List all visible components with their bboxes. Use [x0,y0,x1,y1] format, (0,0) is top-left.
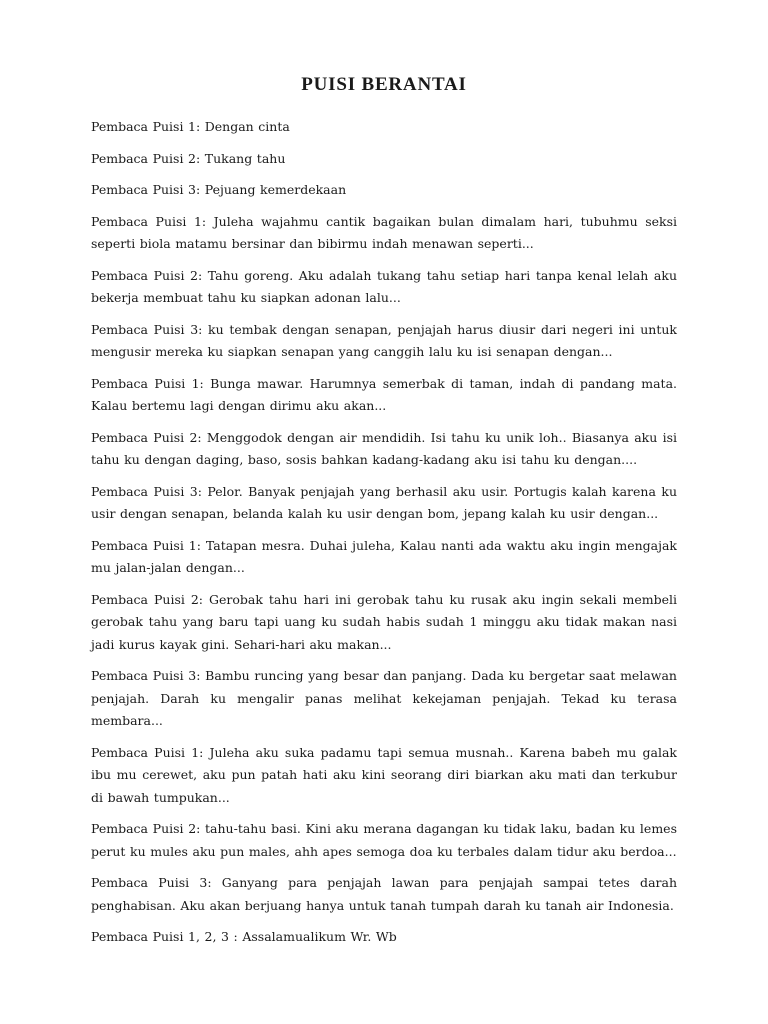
poem-line: Pembaca Puisi 2: Gerobak tahu hari ini gerobak tahu ku rusak aku ingin sekali membeli gerobak tahu yang baru tapi uang ku sudah habis sudah 1 minggu aku tidak makan nasi jadi kurus kayak gini. Sehari-hari aku makan... [91,591,677,652]
poem-line: Pembaca Puisi 1: Tatapan mesra. Duhai juleha, Kalau nanti ada waktu aku ingin mengajak mu jalan-jalan dengan... [91,537,677,575]
poem-line: Pembaca Puisi 1: Bunga mawar. Harumnya semerbak di taman, indah di pandang mata. Kalau bertemu lagi dengan dirimu aku akan... [91,375,677,413]
poem-line: Pembaca Puisi 2: Tahu goreng. Aku adalah tukang tahu setiap hari tanpa kenal lelah aku bekerja membuat tahu ku siapkan adonan lalu... [91,267,677,305]
poem-line: Pembaca Puisi 1: Dengan cinta [91,119,290,134]
poem-body [91,116,677,949]
poem-line: Pembaca Puisi 2: tahu-tahu basi. Kini aku merana dagangan ku tidak laku, badan ku lemes perut ku mules aku pun males, ahh apes semoga doa ku terbales dalam tidur aku berdoa... [91,821,677,859]
poem-line: Pembaca Puisi 3: Bambu runcing yang besar dan panjang. Dada ku bergetar saat melawan penjajah. Darah ku mengalir panas melihat kekejaman penjajah. Tekad ku terasa membara... [91,668,677,728]
poem-line: Pembaca Puisi 1, 2, 3 : Assalamualikum Wr. Wb [91,929,397,944]
poem-line: Pembaca Puisi 3: Pelor. Banyak penjajah yang berhasil aku usir. Portugis kalah karena ku usir dengan senapan, belanda kalah ku usir dengan bom, jepang kalah ku usir dengan... [91,483,677,521]
poem-line: Pembaca Puisi 3: Ganyang para penjajah lawan para penjajah sampai tetes darah penghabisan. Aku akan berjuang hanya untuk tanah tumpah darah ku tanah air Indonesia. [91,875,677,913]
poem-line: Pembaca Puisi 3: Pejuang kemerdekaan [91,182,347,197]
poem-line: Pembaca Puisi 2: Menggodok dengan air mendidih. Isi tahu ku unik loh.. Biasanya aku isi tahu ku dengan daging, baso, sosis bahkan kadang-kadang aku isi tahu ku dengan.... [91,429,677,467]
poem-line: Pembaca Puisi 2: Tukang tahu [91,150,286,166]
poem-line: Pembaca Puisi 1: Juleha wajahmu cantik bagaikan bulan dimalam hari, tubuhmu seksi seperti biola matamu bersinar dan bibirmu indah menawan seperti... [91,213,677,251]
poem-line: Pembaca Puisi 1: Juleha aku suka padamu tapi semua musnah.. Karena babeh mu galak ibu mu cerewet, aku pun patah hati aku kini seorang diri biarkan aku mati dan terkubur di bawah tumpukan... [91,744,677,805]
poem-line: Pembaca Puisi 3: ku tembak dengan senapan, penjajah harus diusir dari negeri ini untuk mengusir mereka ku siapkan senapan yang canggih lalu ku isi senapan dengan... [91,321,677,359]
page-title: PUISI BERANTAI [301,74,467,95]
